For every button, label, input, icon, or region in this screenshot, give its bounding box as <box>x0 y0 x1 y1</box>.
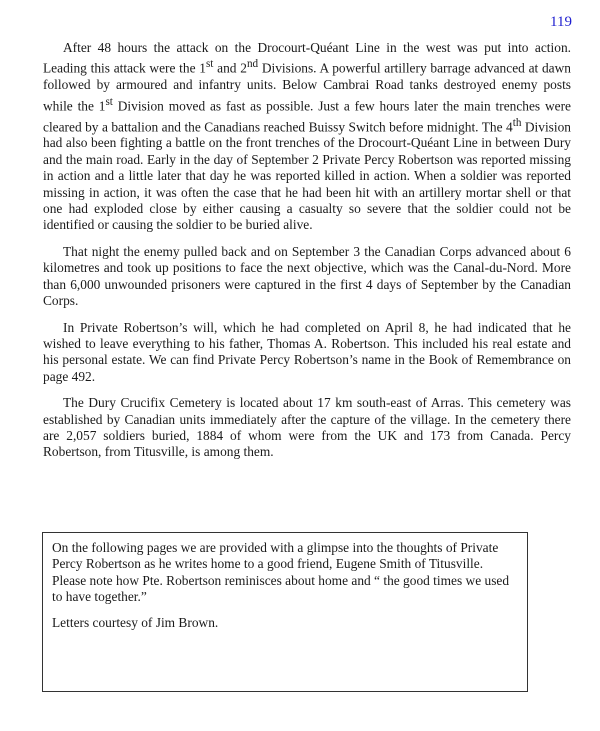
page-number: 119 <box>550 14 572 30</box>
paragraph-will: In Private Robertson’s will, which he had completed on April 8, he had indicated that he wished to leave everything to his father, Thomas A. Robertson. This included his real estate and his personal estate. We can find Private Percy Robertson’s name in the Book of Remembrance on page 492. <box>43 319 571 384</box>
paragraph-attack: After 48 hours the attack on the Drocourt-Quéant Line in the west was put into action. Leading this attack were the 1st and 2nd Divisions. A powerful artillery barrage advanced at dawn followed by armoured and infantry units. Below Cambrai Road tanks destroyed enemy posts while the 1st Division moved as fast as possible. Just a few hours later the main trenches were cleared by a battalion and the Canadians reached Buissy Switch before midnight. The 4th Division had also been fighting a battle on the front trenches of the Drocourt-Quéant Line in between Dury and the main road. Early in the day of September 2 Private Percy Robertson was reported missing in action and a little later that day he was reported killed in action. When a soldier was reported missing in action, it was often the case that he had been hit with an artillery mortar shell or that one had exploded close by either causing a casualty so severe that the soldier could not be identified or causing the soldier to be buried alive. <box>43 40 571 233</box>
paragraph-cemetery: The Dury Crucifix Cemetery is located about 17 km south-east of Arras. This cemetery was established by Canadian units immediately after the capture of the village. In the cemetery there are 2,057 soldiers buried, 1884 of whom were from the UK and 173 from Canada. Percy Robertson, from Titusville, is among them. <box>43 395 571 460</box>
callout-credit: Letters courtesy of Jim Brown. <box>52 614 219 630</box>
document-body <box>43 40 571 471</box>
callout-text: On the following pages we are provided with a glimpse into the thoughts of Private Percy Robertson as he writes home to a good friend, Eugene Smith of Titusville. Please note how Pte. Robertson reminisces about home and “ the good times we used to have together.” <box>52 540 510 605</box>
paragraph-advance: That night the enemy pulled back and on September 3 the Canadian Corps advanced about 6 kilometres and took up positions to face the next objective, which was the Canal-du-Nord. More than 6,000 unwounded prisoners were captured in the first 4 days of September by the Canadian Corps. <box>43 243 571 309</box>
letters-callout-box <box>42 532 528 692</box>
